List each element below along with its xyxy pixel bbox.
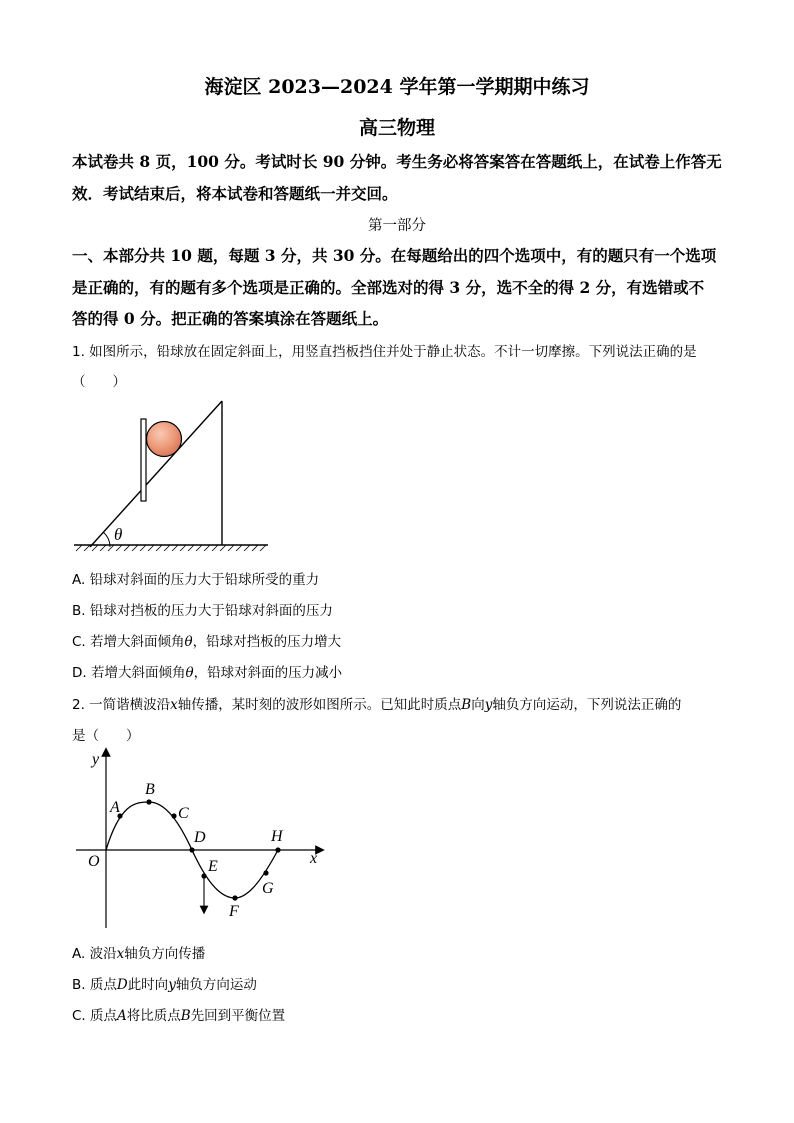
page-title: 海淀区 2023—2024 学年第一学期期中练习	[204, 76, 590, 98]
point-D	[189, 847, 194, 852]
point-H	[275, 847, 280, 852]
label-C: C	[178, 805, 189, 822]
page-subtitle: 高三物理	[358, 117, 435, 139]
angle-label-theta: θ	[114, 525, 123, 544]
q2-figure-wave	[70, 746, 330, 936]
instruction-line-3: 答的得 0 分。把正确的答案填涂在答题纸上。	[72, 309, 389, 328]
point-E	[201, 873, 206, 878]
ground-hatching	[76, 545, 266, 551]
point-G	[263, 870, 268, 875]
q1-option-b: B. 铅球对挡板的压力大于铅球对斜面的压力	[72, 603, 333, 619]
label-F: F	[229, 903, 239, 920]
part-heading: 第一部分	[368, 218, 426, 234]
q1-stem-line-1: 1. 如图所示，铅球放在固定斜面上，用竖直挡板挡住并处于静止状态。不计一切摩擦。下列说法正确的是	[72, 344, 697, 360]
origin-label: O	[88, 853, 100, 870]
q1-option-a: A. 铅球对斜面的压力大于铅球所受的重力	[72, 572, 320, 588]
label-A: A	[110, 799, 120, 816]
intro-line-1: 本试卷共 8 页，100 分。考试时长 90 分钟。考生务必将答案答在答题纸上，在试卷上作答无	[72, 152, 722, 171]
label-H: H	[271, 828, 283, 845]
q2-option-c: C. 质点A将比质点B先回到平衡位置	[72, 1008, 286, 1024]
intro-line-2: 效．考试结束后，将本试卷和答题纸一并交回。	[72, 184, 398, 203]
instruction-line-1: 一、本部分共 10 题，每题 3 分，共 30 分。在每题给出的四个选项中，有的题只有一个选项	[72, 246, 717, 265]
x-axis-label: x	[310, 850, 318, 867]
point-F	[232, 895, 237, 900]
q1-option-c: C. 若增大斜面倾角θ，铅球对挡板的压力增大	[72, 634, 342, 650]
label-D: D	[194, 829, 206, 846]
q2-stem-line-1: 2. 一简谐横波沿x轴传播，某时刻的波形如图所示。已知此时质点B向y轴负方向运动，下列说法正确的	[72, 697, 682, 713]
instruction-line-2: 是正确的，有的题有多个选项是正确的。全部选对的得 3 分，选不全的得 2 分，有选错或不	[72, 278, 705, 297]
q1-figure-incline	[70, 395, 275, 555]
q2-option-a: A. 波沿x轴负方向传播	[72, 946, 206, 962]
y-axis-label: y	[92, 751, 100, 768]
q2-option-b: B. 质点D此时向y轴负方向运动	[72, 977, 257, 993]
q1-option-d: D. 若增大斜面倾角θ，铅球对斜面的压力减小	[72, 665, 343, 681]
point-B	[146, 799, 151, 804]
lead-ball	[147, 422, 182, 457]
label-E: E	[208, 858, 218, 875]
label-G: G	[262, 880, 274, 897]
q1-stem-line-2: （ ）	[72, 374, 126, 390]
q2-stem-line-2: 是（ ）	[72, 728, 140, 744]
label-B: B	[145, 781, 155, 798]
vertical-baffle-plate	[141, 419, 146, 501]
point-C	[171, 813, 176, 818]
